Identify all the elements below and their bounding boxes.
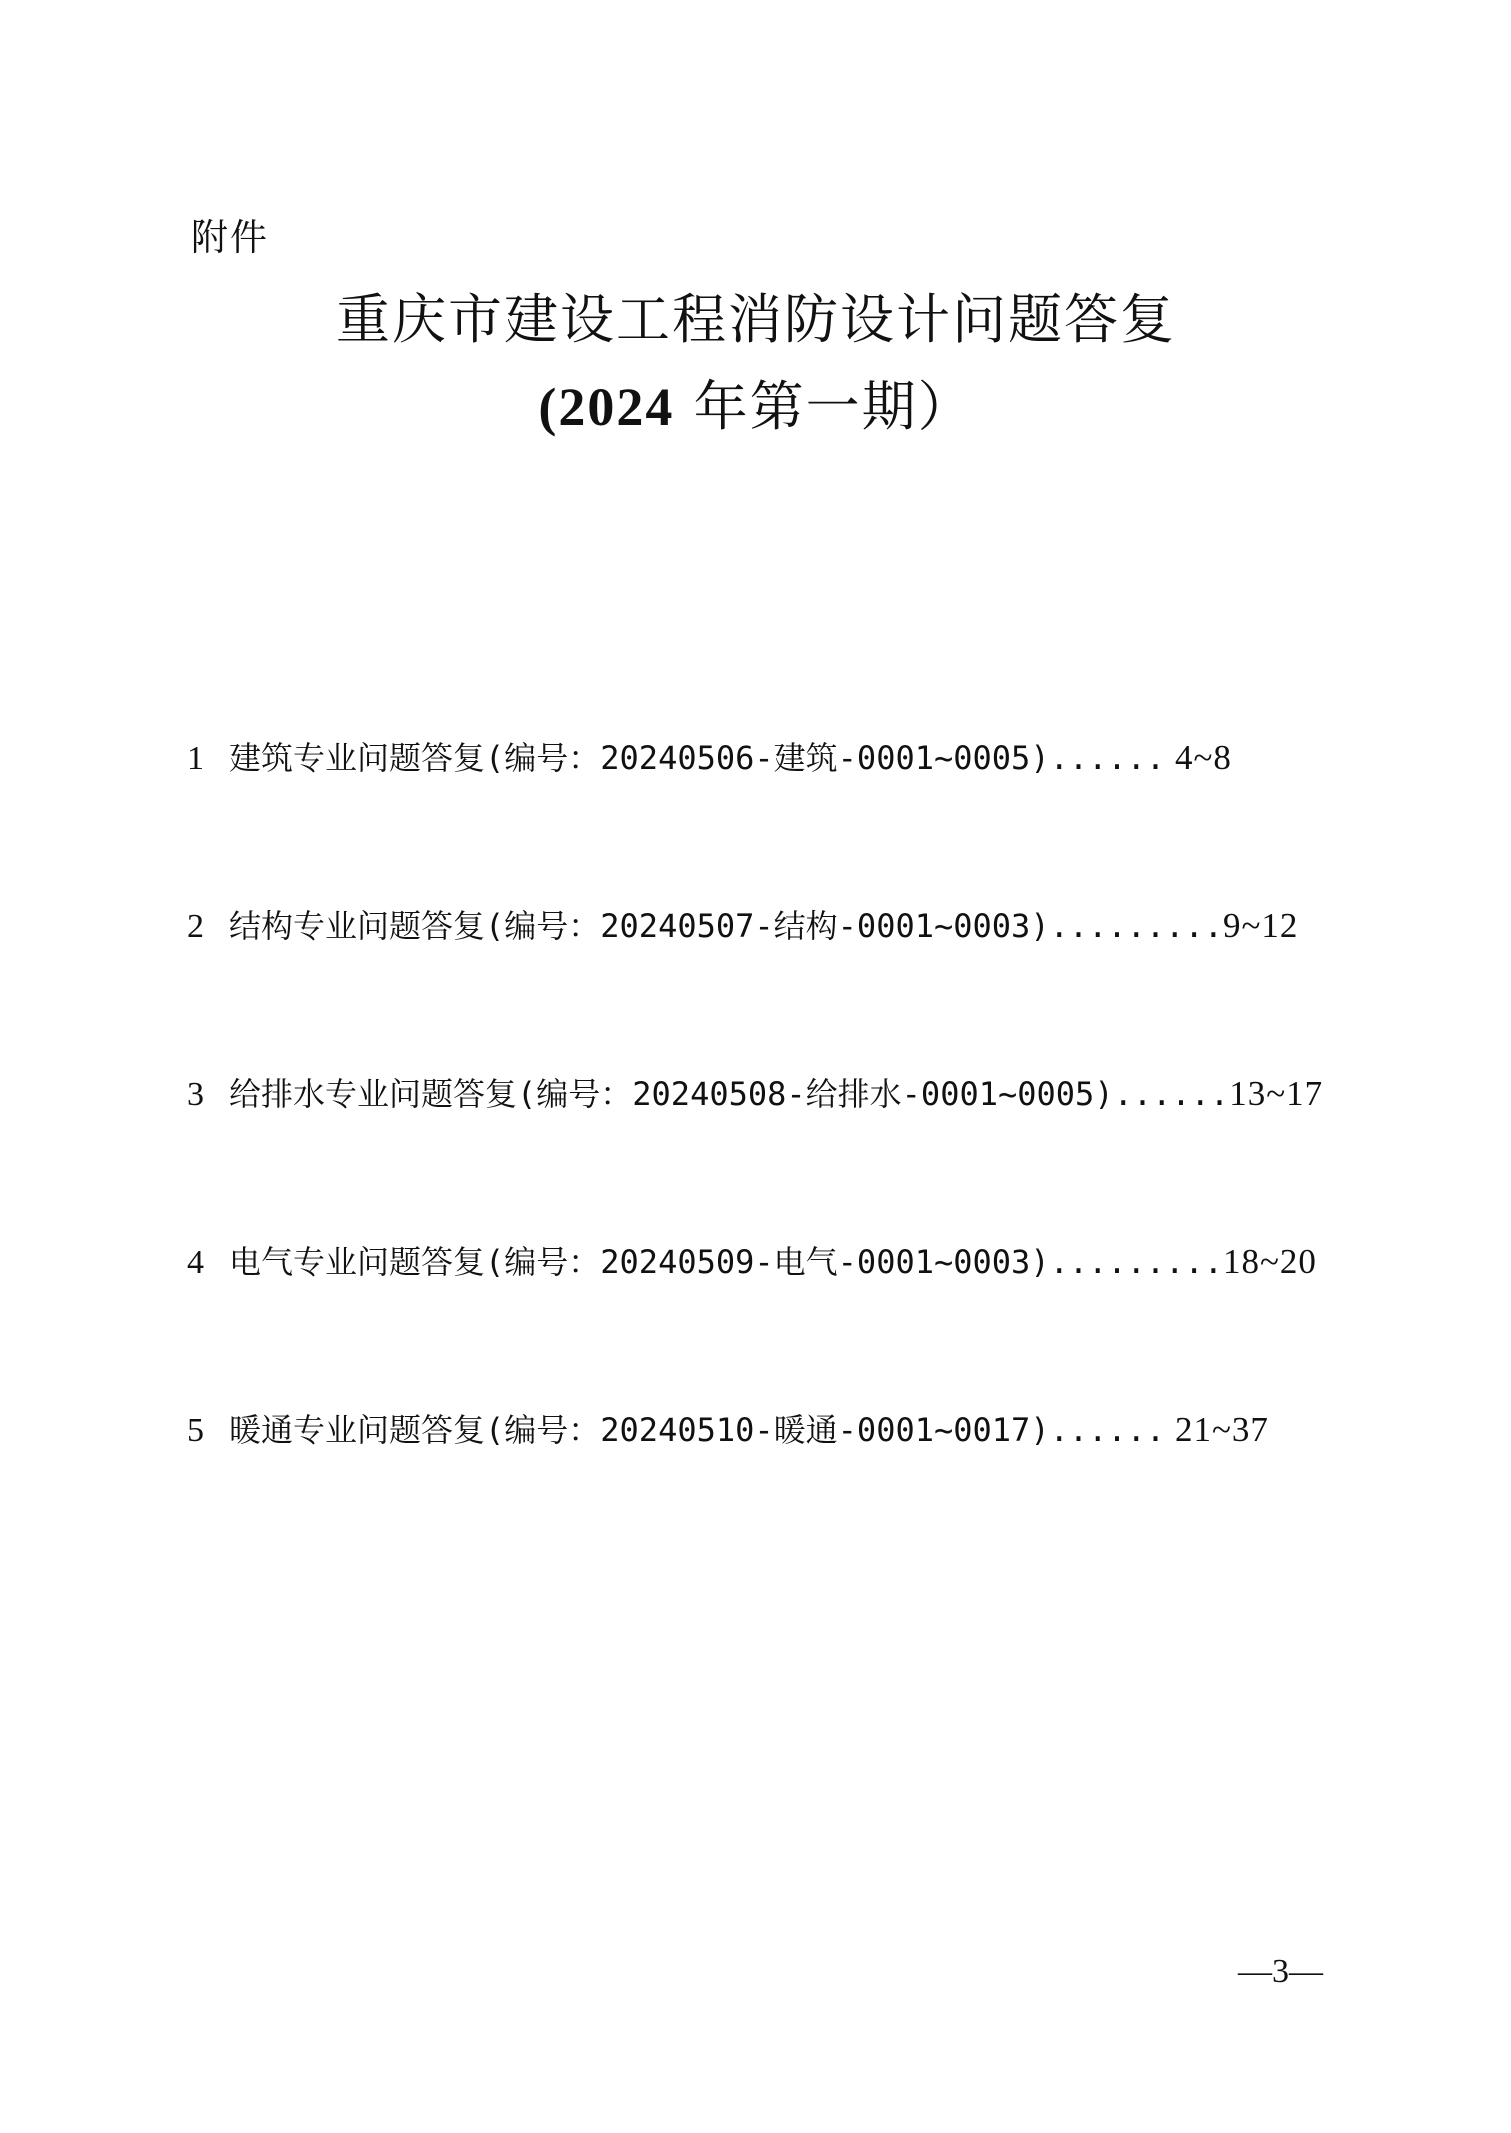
toc-item-pages: 4~8 xyxy=(1165,738,1232,777)
toc-item-pages: 13~17 xyxy=(1229,1074,1324,1113)
toc-item-text: 结构专业问题答复(编号：20240507-结构-0001~0003)......... xyxy=(229,907,1223,945)
toc-item-text: 电气专业问题答复(编号：20240509-电气-0001~0003)......... xyxy=(229,1243,1223,1281)
toc-item-text: 给排水专业问题答复(编号：20240508-给排水-0001~0005)...... xyxy=(229,1075,1230,1113)
toc-item-pages: 18~20 xyxy=(1222,1242,1317,1281)
toc-item xyxy=(187,1407,1269,1454)
toc-item-pages: 21~37 xyxy=(1165,1410,1269,1449)
toc-item-text: 建筑专业问题答复(编号：20240506-建筑-0001~0005)...... xyxy=(229,739,1166,777)
issue-label: 年第一期） xyxy=(674,375,974,438)
document-issue xyxy=(136,372,1376,442)
toc-item-number: 2 xyxy=(187,908,205,945)
issue-year: (2024 xyxy=(538,377,675,437)
toc-item-number: 5 xyxy=(187,1412,205,1449)
toc-item-text: 暖通专业问题答复(编号：20240510-暖通-0001~0017)...... xyxy=(229,1411,1166,1449)
toc-item-number: 4 xyxy=(187,1244,205,1281)
toc-item-number: 1 xyxy=(187,740,205,777)
toc-item-number: 3 xyxy=(187,1076,205,1113)
toc-item xyxy=(187,1071,1323,1118)
toc-item xyxy=(187,735,1232,782)
page-number: —3— xyxy=(1238,1953,1323,1990)
attachment-label: 附件 xyxy=(191,216,269,259)
toc-item xyxy=(187,903,1298,950)
document-title: 重庆市建设工程消防设计问题答复 xyxy=(336,288,1176,351)
toc-item-pages: 9~12 xyxy=(1222,906,1299,945)
toc-item xyxy=(187,1239,1317,1286)
